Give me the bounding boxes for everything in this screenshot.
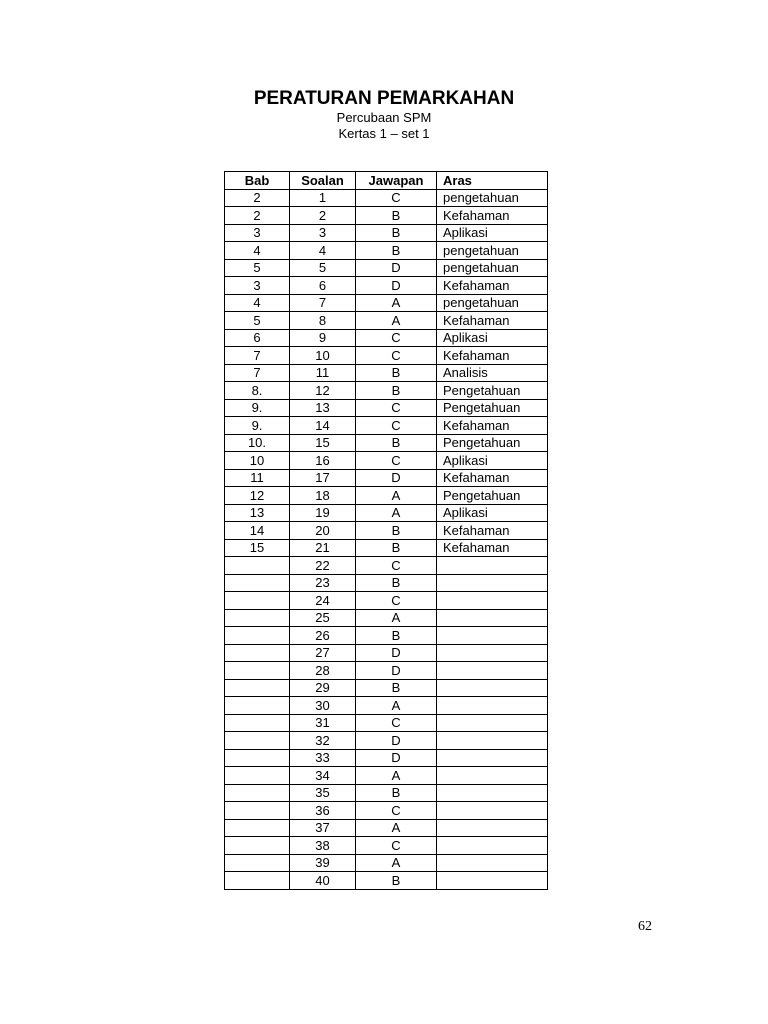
cell-soalan: 5 — [290, 259, 356, 277]
cell-aras — [437, 557, 548, 575]
table-row — [225, 697, 548, 715]
cell-bab: 7 — [225, 364, 290, 382]
cell-jawapan: A — [356, 609, 437, 627]
table-row — [225, 784, 548, 802]
cell-jawapan: B — [356, 872, 437, 890]
cell-aras — [437, 819, 548, 837]
cell-aras: Kefahaman — [437, 539, 548, 557]
cell-bab: 2 — [225, 189, 290, 207]
cell-bab: 2 — [225, 207, 290, 225]
cell-aras: Kefahaman — [437, 522, 548, 540]
cell-soalan: 14 — [290, 417, 356, 435]
cell-soalan: 27 — [290, 644, 356, 662]
cell-jawapan: C — [356, 557, 437, 575]
cell-soalan: 17 — [290, 469, 356, 487]
cell-jawapan: B — [356, 522, 437, 540]
cell-bab: 13 — [225, 504, 290, 522]
table-row — [225, 504, 548, 522]
cell-soalan: 7 — [290, 294, 356, 312]
cell-bab — [225, 574, 290, 592]
cell-bab — [225, 644, 290, 662]
cell-jawapan: A — [356, 504, 437, 522]
cell-aras: pengetahuan — [437, 259, 548, 277]
cell-bab — [225, 714, 290, 732]
table-row — [225, 749, 548, 767]
answer-table-body — [225, 189, 548, 889]
cell-bab: 5 — [225, 312, 290, 330]
cell-jawapan: D — [356, 259, 437, 277]
cell-bab — [225, 854, 290, 872]
table-row — [225, 854, 548, 872]
cell-soalan: 39 — [290, 854, 356, 872]
cell-aras: Pengetahuan — [437, 487, 548, 505]
cell-bab — [225, 592, 290, 610]
cell-jawapan: D — [356, 644, 437, 662]
cell-jawapan: C — [356, 347, 437, 365]
cell-aras — [437, 679, 548, 697]
cell-jawapan: B — [356, 539, 437, 557]
table-row — [225, 627, 548, 645]
cell-bab — [225, 802, 290, 820]
cell-jawapan: A — [356, 697, 437, 715]
cell-aras — [437, 574, 548, 592]
cell-aras: Kefahaman — [437, 469, 548, 487]
table-row — [225, 557, 548, 575]
cell-soalan: 20 — [290, 522, 356, 540]
cell-aras — [437, 714, 548, 732]
cell-soalan: 15 — [290, 434, 356, 452]
cell-jawapan: C — [356, 837, 437, 855]
cell-soalan: 8 — [290, 312, 356, 330]
cell-soalan: 36 — [290, 802, 356, 820]
cell-bab — [225, 627, 290, 645]
table-row — [225, 312, 548, 330]
table-row — [225, 802, 548, 820]
cell-jawapan: D — [356, 749, 437, 767]
table-row — [225, 434, 548, 452]
cell-aras: pengetahuan — [437, 294, 548, 312]
table-row — [225, 417, 548, 435]
table-row — [225, 294, 548, 312]
table-row — [225, 259, 548, 277]
table-row — [225, 679, 548, 697]
cell-soalan: 6 — [290, 277, 356, 295]
cell-bab — [225, 662, 290, 680]
cell-soalan: 28 — [290, 662, 356, 680]
table-row — [225, 452, 548, 470]
cell-aras: Kefahaman — [437, 417, 548, 435]
header-jawapan: Jawapan — [356, 172, 437, 190]
cell-bab — [225, 732, 290, 750]
table-row — [225, 872, 548, 890]
cell-soalan: 12 — [290, 382, 356, 400]
table-row — [225, 382, 548, 400]
cell-bab — [225, 609, 290, 627]
table-row — [225, 714, 548, 732]
cell-bab: 14 — [225, 522, 290, 540]
cell-soalan: 32 — [290, 732, 356, 750]
cell-aras — [437, 592, 548, 610]
cell-soalan: 24 — [290, 592, 356, 610]
cell-aras — [437, 662, 548, 680]
cell-bab: 4 — [225, 242, 290, 260]
cell-aras — [437, 732, 548, 750]
cell-soalan: 16 — [290, 452, 356, 470]
cell-aras: Pengetahuan — [437, 382, 548, 400]
cell-bab — [225, 872, 290, 890]
table-row — [225, 329, 548, 347]
cell-jawapan: A — [356, 487, 437, 505]
table-row — [225, 189, 548, 207]
cell-jawapan: B — [356, 242, 437, 260]
header-soalan: Soalan — [290, 172, 356, 190]
table-row — [225, 242, 548, 260]
cell-soalan: 25 — [290, 609, 356, 627]
table-row — [225, 207, 548, 225]
table-row — [225, 539, 548, 557]
cell-soalan: 10 — [290, 347, 356, 365]
cell-bab: 3 — [225, 277, 290, 295]
cell-bab — [225, 557, 290, 575]
header-bab: Bab — [225, 172, 290, 190]
cell-bab: 9. — [225, 399, 290, 417]
answer-table — [224, 171, 548, 890]
cell-aras — [437, 872, 548, 890]
cell-soalan: 33 — [290, 749, 356, 767]
table-row — [225, 469, 548, 487]
table-row — [225, 609, 548, 627]
cell-jawapan: B — [356, 434, 437, 452]
cell-jawapan: C — [356, 417, 437, 435]
cell-soalan: 35 — [290, 784, 356, 802]
cell-aras — [437, 627, 548, 645]
page-title: PERATURAN PEMARKAHAN — [253, 88, 515, 109]
cell-bab — [225, 749, 290, 767]
table-row — [225, 347, 548, 365]
cell-jawapan: B — [356, 627, 437, 645]
cell-jawapan: A — [356, 294, 437, 312]
cell-soalan: 2 — [290, 207, 356, 225]
cell-soalan: 9 — [290, 329, 356, 347]
table-row — [225, 837, 548, 855]
cell-bab: 11 — [225, 469, 290, 487]
cell-jawapan: C — [356, 714, 437, 732]
table-row — [225, 662, 548, 680]
cell-aras: Kefahaman — [437, 277, 548, 295]
cell-soalan: 40 — [290, 872, 356, 890]
cell-bab: 15 — [225, 539, 290, 557]
cell-soalan: 11 — [290, 364, 356, 382]
cell-soalan: 30 — [290, 697, 356, 715]
table-row — [225, 732, 548, 750]
table-row — [225, 277, 548, 295]
cell-jawapan: B — [356, 364, 437, 382]
cell-bab: 4 — [225, 294, 290, 312]
cell-soalan: 19 — [290, 504, 356, 522]
cell-aras — [437, 802, 548, 820]
cell-bab — [225, 767, 290, 785]
cell-aras: pengetahuan — [437, 189, 548, 207]
cell-bab: 12 — [225, 487, 290, 505]
cell-bab: 9. — [225, 417, 290, 435]
answer-table-head — [225, 172, 548, 190]
cell-jawapan: B — [356, 574, 437, 592]
cell-aras — [437, 697, 548, 715]
cell-bab — [225, 784, 290, 802]
cell-aras — [437, 854, 548, 872]
cell-aras: Aplikasi — [437, 329, 548, 347]
cell-jawapan: B — [356, 784, 437, 802]
cell-aras — [437, 644, 548, 662]
cell-soalan: 22 — [290, 557, 356, 575]
cell-soalan: 1 — [290, 189, 356, 207]
cell-jawapan: C — [356, 189, 437, 207]
cell-aras: pengetahuan — [437, 242, 548, 260]
cell-jawapan: D — [356, 662, 437, 680]
cell-aras: Aplikasi — [437, 452, 548, 470]
cell-aras: Analisis — [437, 364, 548, 382]
cell-jawapan: C — [356, 802, 437, 820]
cell-soalan: 23 — [290, 574, 356, 592]
cell-aras — [437, 749, 548, 767]
table-row — [225, 399, 548, 417]
subtitle-exam: Percubaan SPM — [336, 110, 432, 125]
cell-soalan: 3 — [290, 224, 356, 242]
cell-jawapan: D — [356, 469, 437, 487]
cell-bab — [225, 679, 290, 697]
table-row — [225, 522, 548, 540]
cell-bab: 10. — [225, 434, 290, 452]
table-row — [225, 364, 548, 382]
subtitle-paper: Kertas 1 – set 1 — [338, 126, 430, 141]
cell-bab: 5 — [225, 259, 290, 277]
table-row — [225, 592, 548, 610]
cell-bab — [225, 819, 290, 837]
cell-aras: Aplikasi — [437, 224, 548, 242]
table-row — [225, 574, 548, 592]
cell-aras: Aplikasi — [437, 504, 548, 522]
cell-bab — [225, 697, 290, 715]
cell-jawapan: A — [356, 819, 437, 837]
cell-bab: 7 — [225, 347, 290, 365]
cell-aras: Kefahaman — [437, 347, 548, 365]
cell-soalan: 38 — [290, 837, 356, 855]
cell-soalan: 13 — [290, 399, 356, 417]
cell-soalan: 26 — [290, 627, 356, 645]
cell-jawapan: D — [356, 277, 437, 295]
cell-jawapan: A — [356, 767, 437, 785]
table-row — [225, 224, 548, 242]
cell-soalan: 21 — [290, 539, 356, 557]
cell-jawapan: A — [356, 854, 437, 872]
cell-jawapan: B — [356, 679, 437, 697]
cell-bab: 10 — [225, 452, 290, 470]
cell-jawapan: B — [356, 224, 437, 242]
cell-aras: Pengetahuan — [437, 399, 548, 417]
table-row — [225, 487, 548, 505]
table-row — [225, 644, 548, 662]
cell-aras — [437, 837, 548, 855]
cell-aras: Pengetahuan — [437, 434, 548, 452]
cell-aras: Kefahaman — [437, 312, 548, 330]
cell-soalan: 4 — [290, 242, 356, 260]
cell-aras — [437, 784, 548, 802]
cell-aras — [437, 609, 548, 627]
cell-jawapan: C — [356, 592, 437, 610]
cell-jawapan: B — [356, 382, 437, 400]
table-row — [225, 767, 548, 785]
cell-bab: 6 — [225, 329, 290, 347]
cell-jawapan: B — [356, 207, 437, 225]
cell-jawapan: D — [356, 732, 437, 750]
cell-bab: 3 — [225, 224, 290, 242]
cell-soalan: 18 — [290, 487, 356, 505]
header-aras: Aras — [437, 172, 548, 190]
cell-jawapan: C — [356, 329, 437, 347]
cell-soalan: 34 — [290, 767, 356, 785]
cell-soalan: 37 — [290, 819, 356, 837]
cell-bab: 8. — [225, 382, 290, 400]
cell-jawapan: C — [356, 452, 437, 470]
cell-soalan: 31 — [290, 714, 356, 732]
cell-bab — [225, 837, 290, 855]
page-number: 62 — [638, 919, 652, 934]
cell-soalan: 29 — [290, 679, 356, 697]
cell-jawapan: A — [356, 312, 437, 330]
cell-aras — [437, 767, 548, 785]
table-row — [225, 819, 548, 837]
cell-aras: Kefahaman — [437, 207, 548, 225]
header-row — [225, 172, 548, 190]
cell-jawapan: C — [356, 399, 437, 417]
